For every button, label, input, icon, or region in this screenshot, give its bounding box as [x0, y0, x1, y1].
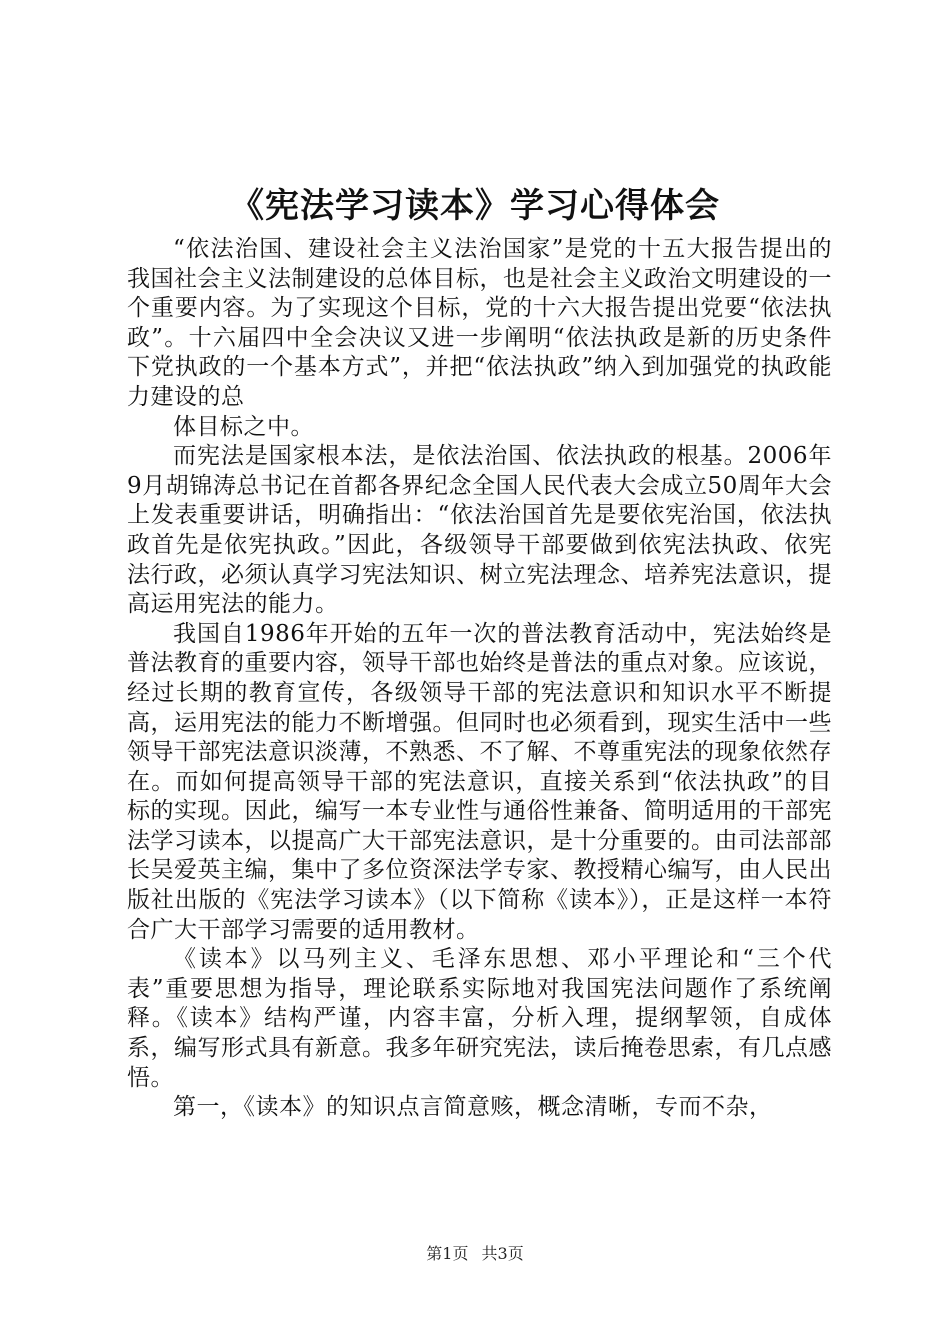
paragraph: 体目标之中。: [173, 413, 314, 440]
paragraph: 《读本》以马列主义、毛泽东思想、邓小平理论和“三个代表”重要思想为指导，理论联系实际地对我国宪法问题作了系统阐释。《读本》结构严谨，内容丰富，分析入理，提纲挈领，自成体系，编写形式具有新意。我多年研究宪法，读后掩卷思索，有几点感悟。: [127, 946, 832, 1091]
document-body: [127, 235, 832, 1123]
page-footer: [0, 1243, 950, 1265]
page-total: 共3页: [481, 1244, 524, 1263]
document-title: 《宪法学习读本》学习心得体会: [230, 186, 720, 226]
paragraph: “依法治国、建设社会主义法治国家”是党的十五大报告提出的我国社会主义法制建设的总体目标，也是社会主义政治文明建设的一个重要内容。为了实现这个目标，党的十六大报告提出党要“依法执政”。十六届四中全会决议又进一步阐明“依法执政是新的历史条件下党执政的一个基本方式”，并把“依法执政”纳入到加强党的执政能力建设的总: [127, 236, 832, 410]
page-number: 第1页: [426, 1244, 469, 1263]
paragraph: 而宪法是国家根本法，是依法治国、依法执政的根基。2006年9月胡锦涛总书记在首都各界纪念全国人民代表大会成立50周年大会上发表重要讲话，明确指出：“依法治国首先是要依宪治国，依法执政首先是依宪执政。”因此，各级领导干部要做到依宪法执政、依宪法行政，必须认真学习宪法知识、树立宪法理念、培养宪法意识，提高运用宪法的能力。: [127, 443, 832, 618]
paragraph: 我国自1986年开始的五年一次的普法教育活动中，宪法始终是普法教育的重要内容，领导干部也始终是普法的重点对象。应该说，经过长期的教育宣传，各级领导干部的宪法意识和知识水平不断提高，运用宪法的能力不断增强。但同时也必须看到，现实生活中一些领导干部宪法意识淡薄，不熟悉、不了解、不尊重宪法的现象依然存在。而如何提高领导干部的宪法意识，直接关系到“依法执政”的目标的实现。因此，编写一本专业性与通俗性兼备、简明适用的干部宪法学习读本，以提高广大干部宪法意识，是十分重要的。由司法部部长吴爱英主编，集中了多位资深法学专家、教授精心编写，由人民出版社出版的《宪法学习读本》（以下简称《读本》），正是这样一本符合广大干部学习需要的适用教材。: [127, 620, 832, 943]
paragraph: 第一，《读本》的知识点言简意赅，概念清晰，专而不杂，: [173, 1094, 773, 1121]
